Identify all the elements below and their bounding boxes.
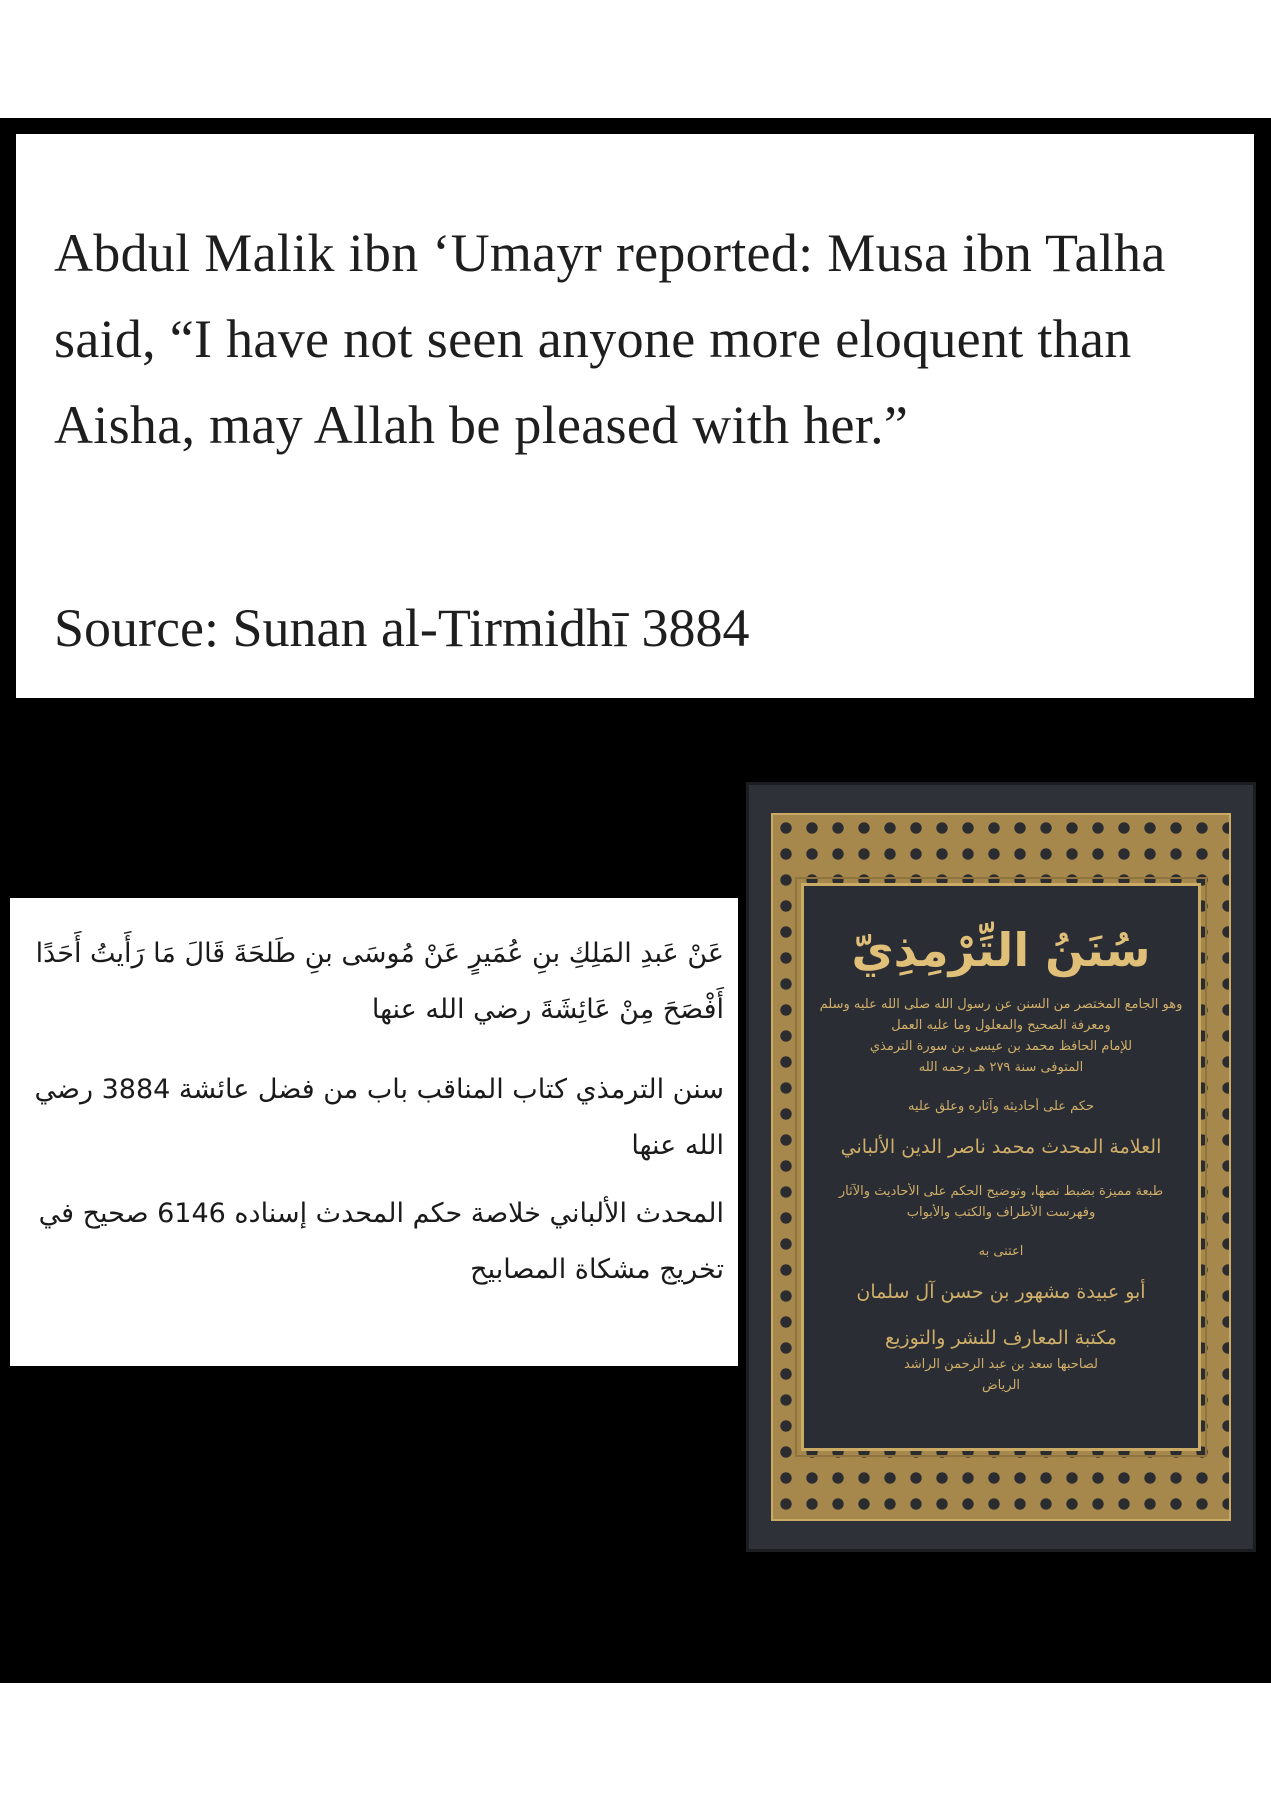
book-title: سُنَنُ التِّرْمِذِيّ	[851, 923, 1151, 977]
book-cover-panel	[801, 883, 1201, 1451]
book-editor-intro: اعتنى به	[978, 1244, 1024, 1259]
book-author-line: للإمام الحافظ محمد بن عيسى بن سورة الترمذي	[869, 1039, 1133, 1054]
english-hadith-card	[16, 134, 1254, 698]
book-edition-line: طبعة مميزة بضبط نصها، وتوضيح الحكم على الأحاديث والآثار	[838, 1184, 1164, 1199]
book-grader-intro: حكم على أحاديثه وآثاره وعلق عليه	[907, 1099, 1095, 1114]
arabic-source: سنن الترمذي كتاب المناقب باب من فضل عائشة 3884 رضي الله عنها	[34, 1074, 724, 1161]
english-source: Source: Sunan al-Tirmidhī 3884	[54, 598, 750, 658]
arabic-hadith-card	[10, 898, 738, 1366]
book-publisher-owner: لصاحبها سعد بن عبد الرحمن الراشد	[903, 1357, 1099, 1372]
arabic-grading: المحدث الألباني خلاصة حكم المحدث إسناده 6146 صحيح في تخريج مشكاة المصابيح	[38, 1198, 724, 1285]
book-publisher: مكتبة المعارف للنشر والتوزيع	[885, 1327, 1117, 1349]
book-editor-name: أبو عبيدة مشهور بن حسن آل سلمان	[856, 1281, 1146, 1303]
book-subtitle-line: وهو الجامع المختصر من السنن عن رسول الله صلى الله عليه وسلم	[819, 997, 1183, 1012]
book-city: الرياض	[981, 1378, 1021, 1393]
book-edition-line: وفهرست الأطراف والكتب والأبواب	[906, 1205, 1096, 1220]
arabic-hadith-text: عَنْ عَبدِ المَلِكِ بنِ عُمَيرٍ عَنْ مُوسَى بنِ طَلحَةَ قَالَ مَا رَأَيتُ أَحَدًا أَفْصَحَ مِنْ عَائِشَةَ رضي الله عنها	[35, 938, 724, 1025]
english-hadith-text: Abdul Malik ibn ‘Umayr reported: Musa ibn Talha said, “I have not seen anyone more eloquent than Aisha, may Allah be pleased with her.”	[54, 223, 1166, 455]
book-author-dates: المتوفى سنة ٢٧٩ هـ رحمه الله	[918, 1060, 1084, 1075]
book-grader-name: العلامة المحدث محمد ناصر الدين الألباني	[840, 1136, 1162, 1158]
book-cover-image	[746, 782, 1256, 1552]
book-subtitle-line: ومعرفة الصحيح والمعلول وما عليه العمل	[891, 1018, 1111, 1033]
